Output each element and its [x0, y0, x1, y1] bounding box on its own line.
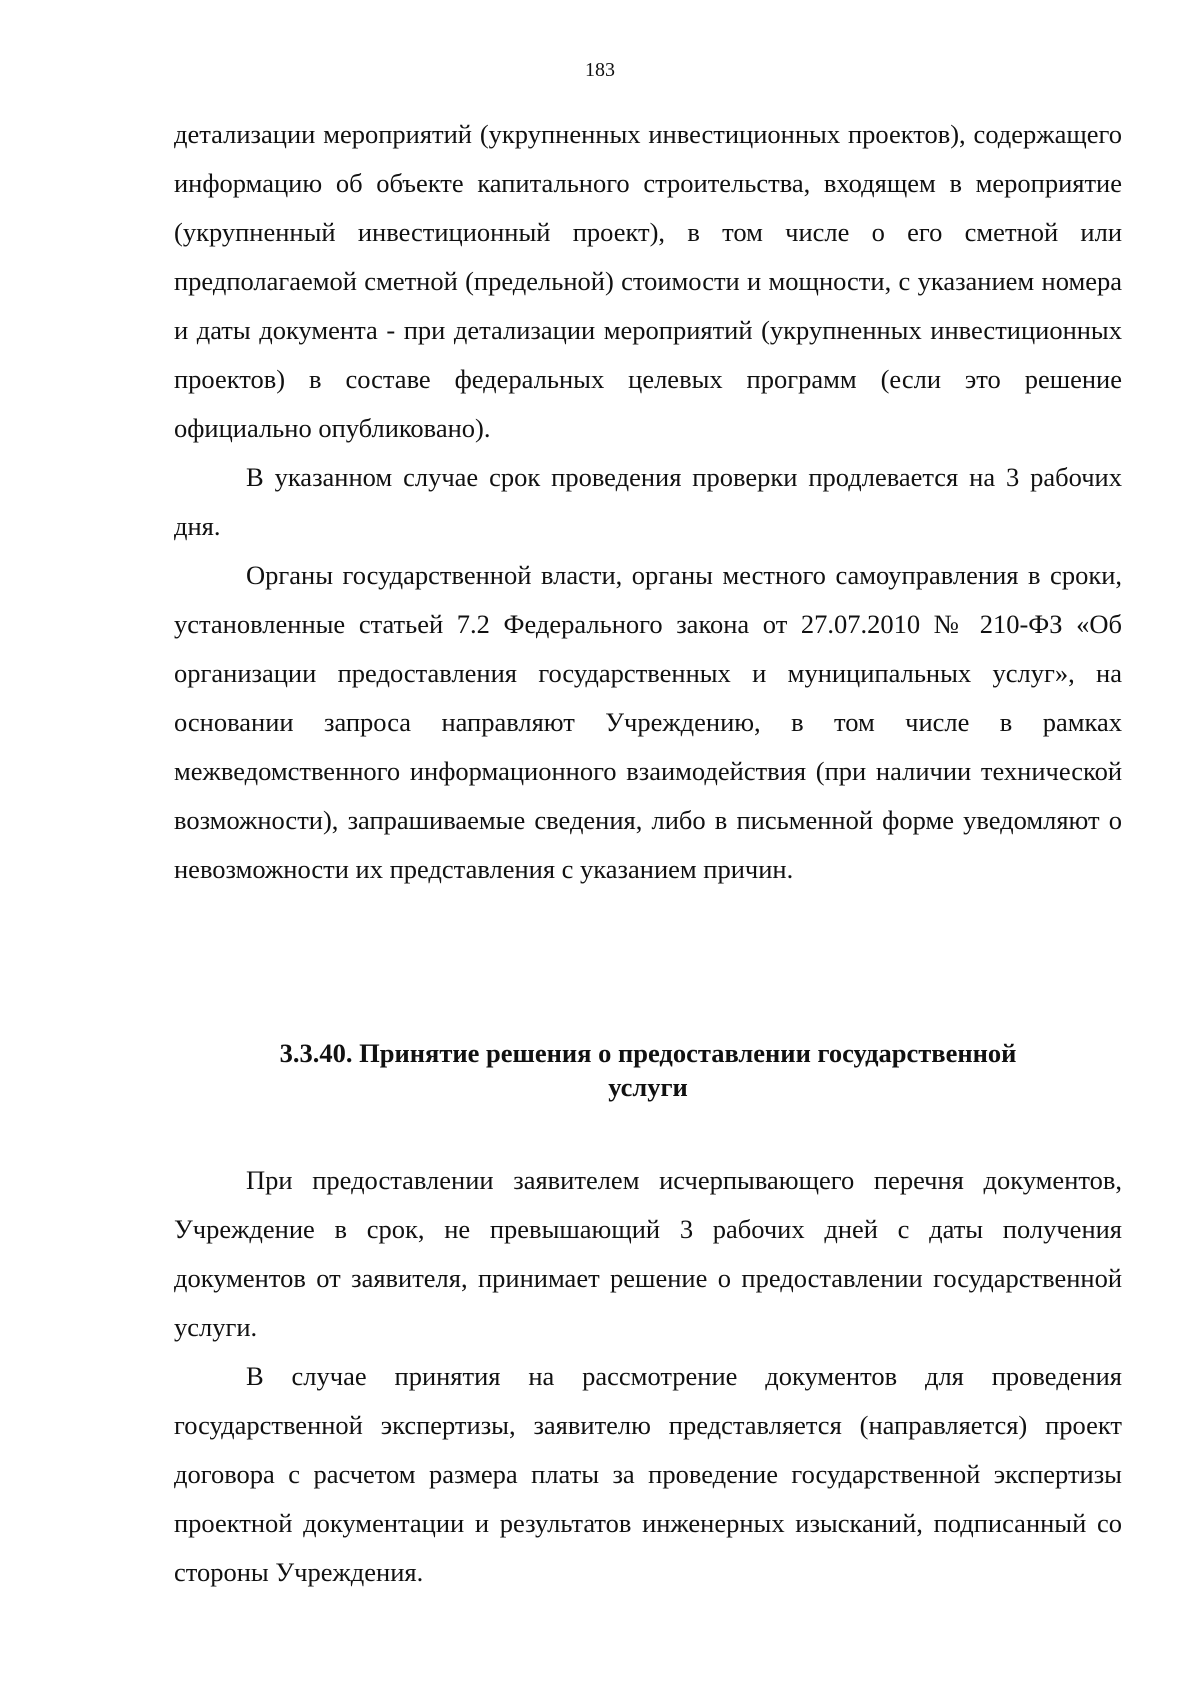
page-number: 183 — [585, 59, 615, 81]
bottom-text-section — [174, 1156, 1122, 1597]
top-text-section — [174, 110, 1122, 894]
paragraph-decision: При предоставлении заявителем исчерпывающего перечня документов, Учреждение в срок, не превышающий 3 рабочих дней с даты получения документов от заявителя, принимает решение о предоставлении государственной услуги. — [174, 1165, 1122, 1342]
paragraph-contract-draft: В случае принятия на рассмотрение документов для проведения государственной экспертизы, заявителю представляется (направляется) проект договора с расчетом размера платы за проведение государственной экспертизы проектной документации и результатов инженерных изысканий, подписанный со стороны Учреждения. — [174, 1361, 1122, 1587]
paragraph-government-bodies: Органы государственной власти, органы местного самоуправления в сроки, установленные статьей 7.2 Федерального закона от 27.07.2010 № 210-ФЗ «Об организации предоставления государственных и муниципальных услуг», на основании запроса направляют Учреждению, в том числе в рамках межведомственного информационного взаимодействия (при наличии технической возможности), запрашиваемые сведения, либо в письменной форме уведомляют о невозможности их представления с указанием причин. — [174, 560, 1122, 884]
section-heading-line-2: услуги — [608, 1072, 688, 1102]
paragraph-continuation: детализации мероприятий (укрупненных инвестиционных проектов), содержащего информацию об объекте капитального строительства, входящем в мероприятие (укрупненный инвестиционный проект), в том числе о его сметной или предполагаемой сметной (предельной) стоимости и мощности, с указанием номера и даты документа - при детализации мероприятий (укрупненных инвестиционных проектов) в составе федеральных целевых программ (если это решение официально опубликовано). — [174, 119, 1122, 443]
section-heading-line-1: 3.3.40. Принятие решения о предоставлении государственной — [279, 1038, 1017, 1068]
paragraph-extension-period: В указанном случае срок проведения проверки продлевается на 3 рабочих дня. — [174, 462, 1122, 541]
section-heading — [174, 1036, 1122, 1104]
